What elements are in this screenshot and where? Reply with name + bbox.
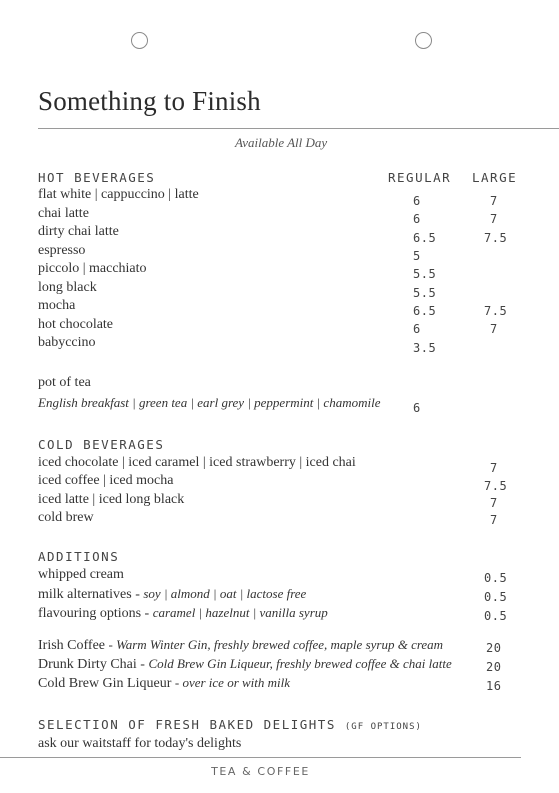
regular-price: 5.5 — [413, 286, 437, 300]
addition-item — [38, 605, 328, 622]
addition-price: 0.5 — [484, 590, 508, 604]
baked-delights-heading — [38, 717, 422, 732]
menu-item-name: hot chocolate — [38, 317, 114, 332]
menu-item-name: espresso — [38, 243, 86, 258]
large-column-heading: LARGE — [472, 170, 518, 185]
spirit-price: 20 — [486, 641, 502, 655]
tea-options: English breakfast | green tea | earl grey | peppermint | chamomile — [38, 395, 381, 410]
binder-hole-left — [131, 32, 148, 49]
menu-item-name: cold brew — [38, 510, 94, 525]
cold-beverages-heading: COLD BEVERAGES — [38, 437, 165, 452]
spirit-price: 16 — [486, 679, 502, 693]
regular-price: 5 — [413, 249, 421, 263]
regular-price: 5.5 — [413, 267, 437, 281]
spirit-detail: Cold Brew Gin Liqueur, freshly brewed coffee & chai latte — [148, 656, 452, 671]
menu-item-name: piccolo | macchiato — [38, 261, 147, 276]
large-price: 7 — [490, 212, 498, 226]
binder-hole-right — [415, 32, 432, 49]
regular-price: 6 — [413, 194, 421, 208]
spirit-name: Drunk Dirty Chai - — [38, 657, 149, 672]
menu-item-name: iced latte | iced long black — [38, 492, 185, 507]
baked-heading-text: SELECTION OF FRESH BAKED DELIGHTS — [38, 717, 336, 732]
regular-price: 6.5 — [413, 304, 437, 318]
regular-price: 6.5 — [413, 231, 437, 245]
spirit-item — [38, 637, 443, 654]
spirit-detail: - Warm Winter Gin, freshly brewed coffee, maple syrup & cream — [108, 637, 444, 652]
regular-price: 6 — [413, 322, 421, 336]
additions-heading: ADDITIONS — [38, 549, 120, 564]
large-price: 7 — [490, 496, 498, 510]
menu-item-name: iced chocolate | iced caramel | iced strawberry | iced chai — [38, 455, 356, 470]
footer-label: TEA & COFFEE — [211, 765, 310, 778]
page-title: Something to Finish — [38, 86, 261, 116]
addition-detail: soy | almond | oat | lactose free — [143, 586, 307, 601]
spirit-name: Irish Coffee — [38, 638, 109, 653]
addition-price: 0.5 — [484, 609, 508, 623]
spirit-price: 20 — [486, 660, 502, 674]
menu-item-name: chai latte — [38, 206, 89, 221]
addition-item — [38, 567, 124, 583]
spirit-item — [38, 656, 452, 673]
spirit-name: Cold Brew Gin Liqueur — [38, 676, 175, 691]
gf-options-note: (GF OPTIONS) — [344, 722, 422, 732]
large-price: 7 — [490, 194, 498, 208]
tea-price: 6 — [413, 401, 421, 415]
menu-item-name: long black — [38, 280, 97, 295]
regular-price: 3.5 — [413, 341, 437, 355]
regular-column-heading: REGULAR — [388, 170, 452, 185]
regular-price: 6 — [413, 212, 421, 226]
addition-name: whipped cream — [38, 567, 124, 582]
menu-item-name: dirty chai latte — [38, 224, 119, 239]
addition-detail: caramel | hazelnut | vanilla syrup — [152, 605, 328, 620]
large-price: 7.5 — [484, 479, 508, 493]
spirit-item — [38, 675, 290, 692]
menu-item-name: mocha — [38, 298, 76, 313]
baked-note: ask our waitstaff for today's delights — [38, 736, 242, 751]
addition-price: 0.5 — [484, 571, 508, 585]
tea-label: pot of tea — [38, 375, 91, 390]
menu-item-name: babyccino — [38, 335, 96, 350]
footer-divider — [0, 757, 521, 758]
addition-name: milk alternatives - — [38, 587, 144, 602]
hot-beverages-heading: HOT BEVERAGES — [38, 170, 156, 185]
menu-item-name: flat white | cappuccino | latte — [38, 187, 199, 202]
large-price: 7.5 — [484, 231, 508, 245]
large-price: 7.5 — [484, 304, 508, 318]
menu-item-name: iced coffee | iced mocha — [38, 473, 174, 488]
addition-name: flavouring options - — [38, 606, 153, 621]
large-price: 7 — [490, 461, 498, 475]
large-price: 7 — [490, 513, 498, 527]
availability-subtitle: Available All Day — [235, 135, 328, 150]
title-divider — [38, 128, 559, 129]
spirit-detail: - over ice or with milk — [174, 675, 291, 690]
addition-item — [38, 586, 306, 603]
large-price: 7 — [490, 322, 498, 336]
